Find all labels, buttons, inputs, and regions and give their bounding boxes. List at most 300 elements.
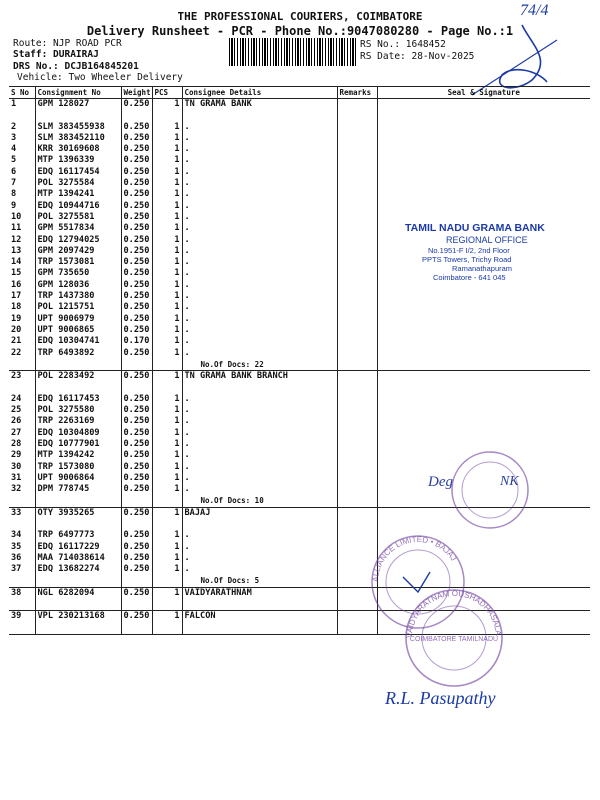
cell-empty <box>35 623 121 635</box>
col-consignment: Consignment No <box>35 87 121 99</box>
cell-pcs: 1 <box>152 212 182 223</box>
cell-pcs: 1 <box>152 178 182 189</box>
cell-sno: 2 <box>11 121 17 132</box>
cell-consignee: . <box>182 428 337 439</box>
cell-remarks <box>337 189 377 200</box>
cell-sno: 22 <box>11 347 22 358</box>
group-lead-row <box>9 99 590 111</box>
cell-empty <box>337 359 377 371</box>
col-sno: S No <box>9 87 35 99</box>
cell-pcs: 1 <box>152 405 182 416</box>
cell-consignee: . <box>182 133 337 144</box>
bajaj-stamp-text: ALLIANCE LIMITED • BAJAJ <box>370 534 459 583</box>
cell-sno: 28 <box>11 438 22 449</box>
cell-remarks <box>337 439 377 450</box>
cell-remarks <box>337 291 377 302</box>
cell-remarks <box>337 348 377 359</box>
cell-remarks <box>337 507 377 519</box>
cell-seal <box>377 144 590 155</box>
cell-empty <box>121 519 152 530</box>
cell-weight: 0.250 <box>121 530 152 541</box>
cell-weight: 0.250 <box>121 178 152 189</box>
cell-consignee: . <box>182 325 337 336</box>
cell-consignee: . <box>182 348 337 359</box>
cell-weight: 0.250 <box>121 280 152 291</box>
cell-consignee: . <box>182 223 337 234</box>
cell-sno: 17 <box>11 291 22 302</box>
cell-consignment-no: GPM 128036 <box>35 280 121 291</box>
cell-weight: 0.250 <box>121 99 152 111</box>
cell-consignment-no: SLM 383452110 <box>35 133 121 144</box>
cell-consignee: . <box>182 416 337 427</box>
cell-weight: 0.250 <box>121 553 152 564</box>
cell-pcs: 1 <box>152 564 182 575</box>
cell-weight: 0.250 <box>121 268 152 279</box>
cell-consignment-no: POL 3275581 <box>35 212 121 223</box>
cell-seal <box>377 99 590 111</box>
cell-seal <box>377 405 590 416</box>
cell-remarks <box>337 484 377 495</box>
cell-empty <box>9 623 35 635</box>
cell-remarks <box>337 473 377 484</box>
cell-weight: 0.250 <box>121 223 152 234</box>
cell-seal <box>377 189 590 200</box>
bank-stamp-addr3: Ramanathapuram <box>452 264 513 273</box>
cell-consignee: . <box>182 268 337 279</box>
cell-weight: 0.250 <box>121 587 152 599</box>
cell-weight: 0.250 <box>121 439 152 450</box>
col-remarks: Remarks <box>337 87 377 99</box>
cell-weight: 0.250 <box>121 484 152 495</box>
table-row <box>9 542 590 553</box>
cell-consignment-no: NGL 6282094 <box>35 587 121 599</box>
cell-sno: 24 <box>11 393 22 404</box>
table-row <box>9 348 590 359</box>
cell-consignment-no: MAA 714038614 <box>35 553 121 564</box>
cell-pcs: 1 <box>152 246 182 257</box>
cell-consignee: TN GRAMA BANK BRANCH <box>182 371 337 383</box>
cell-empty <box>9 575 35 587</box>
cell-remarks <box>337 325 377 336</box>
cell-empty <box>9 519 35 530</box>
cell-weight: 0.250 <box>121 507 152 519</box>
cell-pcs: 1 <box>152 473 182 484</box>
table-row <box>9 122 590 133</box>
barcode <box>229 38 357 66</box>
cell-sno: 32 <box>11 484 22 495</box>
cell-remarks <box>337 268 377 279</box>
cell-seal <box>377 416 590 427</box>
cell-sno: 11 <box>11 223 22 234</box>
cell-remarks <box>337 416 377 427</box>
cell-sno: 3 <box>11 132 17 143</box>
cell-remarks <box>337 428 377 439</box>
cell-empty <box>121 599 152 611</box>
cell-sno: 18 <box>11 302 22 313</box>
cell-empty <box>337 382 377 393</box>
docs-count: No.Of Docs: 22 <box>182 359 337 371</box>
cell-pcs: 1 <box>152 462 182 473</box>
cell-empty <box>152 599 182 611</box>
cell-empty <box>182 519 337 530</box>
cell-weight: 0.250 <box>121 122 152 133</box>
cell-pcs: 1 <box>152 99 182 111</box>
table-row <box>9 416 590 427</box>
docs-count: No.Of Docs: 5 <box>182 575 337 587</box>
cell-pcs: 1 <box>152 144 182 155</box>
docs-count: No.Of Docs: 10 <box>182 495 337 507</box>
cell-empty <box>9 359 35 371</box>
cell-seal <box>377 314 590 325</box>
cell-consignee: . <box>182 439 337 450</box>
cell-pcs: 1 <box>152 416 182 427</box>
cell-weight: 0.250 <box>121 133 152 144</box>
cell-consignee: . <box>182 530 337 541</box>
cell-consignment-no: EDQ 10304741 <box>35 336 121 347</box>
cell-remarks <box>337 302 377 313</box>
table-header-row <box>9 87 590 99</box>
cell-weight: 0.250 <box>121 155 152 166</box>
cell-empty <box>121 382 152 393</box>
cell-remarks <box>337 405 377 416</box>
cell-pcs: 1 <box>152 394 182 405</box>
cell-weight: 0.250 <box>121 394 152 405</box>
cell-sno: 35 <box>11 541 22 552</box>
cell-consignment-no: EDQ 10304809 <box>35 428 121 439</box>
bank-stamp-addr4: Coimbatore - 641 045 <box>433 273 506 282</box>
cell-remarks <box>337 371 377 383</box>
cell-sno: 36 <box>11 552 22 563</box>
cell-consignee: . <box>182 484 337 495</box>
table-row <box>9 201 590 212</box>
cell-empty <box>377 110 590 121</box>
cell-sno: 33 <box>9 507 35 519</box>
cell-pcs: 1 <box>152 542 182 553</box>
cell-remarks <box>337 155 377 166</box>
cell-sno: 15 <box>11 268 22 279</box>
cell-consignee: . <box>182 553 337 564</box>
cell-seal <box>377 348 590 359</box>
cell-empty <box>35 575 121 587</box>
cell-remarks <box>337 178 377 189</box>
cell-consignment-no: SLM 383455938 <box>35 122 121 133</box>
cell-consignee: . <box>182 201 337 212</box>
cell-weight: 0.250 <box>121 348 152 359</box>
cell-consignment-no: TRP 6497773 <box>35 530 121 541</box>
cell-seal <box>377 133 590 144</box>
cell-pcs: 1 <box>152 268 182 279</box>
cell-consignment-no: EDQ 13682274 <box>35 564 121 575</box>
cell-empty <box>9 599 35 611</box>
cell-empty <box>182 623 337 635</box>
cell-consignee: TN GRAMA BANK <box>182 99 337 111</box>
cell-pcs: 1 <box>152 314 182 325</box>
cell-weight: 0.170 <box>121 336 152 347</box>
cell-empty <box>182 110 337 121</box>
docs-count-row <box>9 359 590 371</box>
route-label: Route: NJP ROAD PCR <box>13 38 122 49</box>
cell-remarks <box>337 336 377 347</box>
cell-empty <box>152 623 182 635</box>
drs-number: DRS No.: DCJB164845201 <box>13 61 139 72</box>
cell-consignee: . <box>182 336 337 347</box>
cell-empty <box>377 382 590 393</box>
cell-pcs: 1 <box>152 439 182 450</box>
cell-remarks <box>337 133 377 144</box>
cell-empty <box>337 495 377 507</box>
cell-consignee: . <box>182 405 337 416</box>
cell-empty <box>152 359 182 371</box>
col-weight: Weight <box>121 87 152 99</box>
cell-sno: 12 <box>11 234 22 245</box>
bank-stamp-addr1: No.1951-F I/2, 2nd Floor <box>428 246 510 255</box>
cell-pcs: 1 <box>152 133 182 144</box>
group-gap-row <box>9 110 590 121</box>
cell-weight: 0.250 <box>121 167 152 178</box>
cell-consignee: . <box>182 246 337 257</box>
cell-pcs: 1 <box>152 302 182 313</box>
vaidya-stamp-text: VAIDYARATNAM OUSHADHASALA <box>404 588 503 639</box>
cell-consignment-no: GPM 2097429 <box>35 246 121 257</box>
cell-pcs: 1 <box>152 223 182 234</box>
cell-sno: 19 <box>11 313 22 324</box>
cell-seal <box>377 394 590 405</box>
cell-consignee: . <box>182 564 337 575</box>
cell-consignee: . <box>182 189 337 200</box>
cell-weight: 0.250 <box>121 212 152 223</box>
table-row <box>9 564 590 575</box>
bank-stamp-name: TAMIL NADU GRAMA BANK <box>405 222 545 234</box>
cell-consignment-no: VPL 230213168 <box>35 611 121 623</box>
cell-sno: 7 <box>11 178 17 189</box>
company-name: THE PROFESSIONAL COURIERS, COIMBATORE <box>177 10 423 23</box>
cell-consignee: . <box>182 314 337 325</box>
cell-consignment-no: OTY 3935265 <box>35 507 121 519</box>
cell-consignee: VAIDYARATHNAM <box>182 587 337 599</box>
cell-weight: 0.250 <box>121 325 152 336</box>
cell-weight: 0.250 <box>121 564 152 575</box>
cell-empty <box>35 599 121 611</box>
cell-consignment-no: MTP 1394242 <box>35 450 121 461</box>
cell-sno: 23 <box>9 371 35 383</box>
cell-consignee: . <box>182 542 337 553</box>
cell-weight: 0.250 <box>121 462 152 473</box>
table-row <box>9 394 590 405</box>
runsheet-table <box>9 86 590 635</box>
cell-sno: 9 <box>11 200 17 211</box>
cell-empty <box>182 599 337 611</box>
cell-empty <box>35 519 121 530</box>
cell-sno: 1 <box>9 99 35 111</box>
staff-label: Staff: DURAIRAJ <box>13 49 99 60</box>
cell-consignment-no: UPT 9006979 <box>35 314 121 325</box>
cell-empty <box>121 575 152 587</box>
cell-empty <box>152 382 182 393</box>
cell-pcs: 1 <box>152 484 182 495</box>
cell-consignment-no: UPT 9006864 <box>35 473 121 484</box>
cell-sno: 31 <box>11 472 22 483</box>
cell-pcs: 1 <box>152 189 182 200</box>
cell-sno: 13 <box>11 245 22 256</box>
cell-pcs: 1 <box>152 122 182 133</box>
cell-pcs: 1 <box>152 507 182 519</box>
group-gap-row <box>9 382 590 393</box>
vaidyaratnam-stamp <box>402 586 506 690</box>
cell-weight: 0.250 <box>121 246 152 257</box>
cell-consignment-no: POL 1215751 <box>35 302 121 313</box>
cell-sno: 5 <box>11 155 17 166</box>
cell-sno: 29 <box>11 450 22 461</box>
cell-consignment-no: TRP 1573081 <box>35 257 121 268</box>
cell-weight: 0.250 <box>121 314 152 325</box>
cell-remarks <box>337 144 377 155</box>
table-row <box>9 405 590 416</box>
cell-remarks <box>337 99 377 111</box>
round-stamp-purple <box>448 448 532 532</box>
cell-pcs: 1 <box>152 371 182 383</box>
cell-consignment-no: UPT 9006865 <box>35 325 121 336</box>
cell-sno: 27 <box>11 427 22 438</box>
cell-consignment-no: EDQ 12794025 <box>35 235 121 246</box>
cell-weight: 0.250 <box>121 542 152 553</box>
table-row <box>9 325 590 336</box>
cell-consignment-no: GPM 735650 <box>35 268 121 279</box>
cell-consignment-no: TRP 6493892 <box>35 348 121 359</box>
cell-weight: 0.250 <box>121 611 152 623</box>
vehicle-label: Vehicle: Two Wheeler Delivery <box>17 72 183 83</box>
cell-consignment-no: POL 3275584 <box>35 178 121 189</box>
table-row <box>9 291 590 302</box>
cell-consignee: . <box>182 394 337 405</box>
cell-seal <box>377 336 590 347</box>
cell-consignment-no: EDQ 10944716 <box>35 201 121 212</box>
cell-sno: 37 <box>11 564 22 575</box>
cell-consignment-no: EDQ 16117453 <box>35 394 121 405</box>
cell-remarks <box>337 314 377 325</box>
table-row <box>9 189 590 200</box>
cell-remarks <box>337 235 377 246</box>
cell-consignment-no: TRP 1573080 <box>35 462 121 473</box>
cell-empty <box>9 382 35 393</box>
cell-pcs: 1 <box>152 235 182 246</box>
vaidya-stamp-center: COIMBATORE TAMILNADU <box>409 636 499 643</box>
cell-empty <box>9 110 35 121</box>
table-row <box>9 133 590 144</box>
cell-seal <box>377 178 590 189</box>
cell-consignee: . <box>182 167 337 178</box>
cell-remarks <box>337 462 377 473</box>
cell-empty <box>377 359 590 371</box>
runsheet-title: Delivery Runsheet - PCR - Phone No.:9047080280 - Page No.:1 <box>86 24 514 38</box>
cell-sno: 26 <box>11 416 22 427</box>
cell-seal <box>377 371 590 383</box>
cell-remarks <box>337 223 377 234</box>
cell-pcs: 1 <box>152 428 182 439</box>
group-lead-row <box>9 371 590 383</box>
svg-text:VAIDYARATNAM OUSHADHASALA <box>405 589 503 638</box>
cell-pcs: 1 <box>152 348 182 359</box>
cell-remarks <box>337 450 377 461</box>
cell-consignee: . <box>182 144 337 155</box>
cell-consignment-no: POL 2283492 <box>35 371 121 383</box>
cell-sno: 25 <box>11 405 22 416</box>
cell-pcs: 1 <box>152 587 182 599</box>
cell-pcs: 1 <box>152 336 182 347</box>
cell-consignee: . <box>182 473 337 484</box>
cell-seal <box>377 155 590 166</box>
cell-seal <box>377 302 590 313</box>
cell-pcs: 1 <box>152 553 182 564</box>
cell-sno: 20 <box>11 324 22 335</box>
cell-consignment-no: GPM 128027 <box>35 99 121 111</box>
cell-seal <box>377 167 590 178</box>
cell-weight: 0.250 <box>121 235 152 246</box>
cell-consignment-no: TRP 1437380 <box>35 291 121 302</box>
cell-pcs: 1 <box>152 530 182 541</box>
cell-empty <box>35 382 121 393</box>
cell-consignee: . <box>182 178 337 189</box>
cell-pcs: 1 <box>152 257 182 268</box>
cell-empty <box>337 110 377 121</box>
cell-consignment-no: TRP 2263169 <box>35 416 121 427</box>
cell-consignment-no: KRR 30169608 <box>35 144 121 155</box>
signature-initials-2b: NK <box>500 474 519 489</box>
cell-weight: 0.250 <box>121 302 152 313</box>
cell-weight: 0.250 <box>121 144 152 155</box>
cell-seal <box>377 428 590 439</box>
cell-empty <box>121 359 152 371</box>
cell-weight: 0.250 <box>121 473 152 484</box>
table-row <box>9 314 590 325</box>
cell-pcs: 1 <box>152 167 182 178</box>
cell-remarks <box>337 246 377 257</box>
cell-consignment-no: GPM 5517834 <box>35 223 121 234</box>
bank-stamp-addr2: PPTS Towers, Trichy Road <box>422 255 512 264</box>
cell-remarks <box>337 122 377 133</box>
cell-consignment-no: MTP 1394241 <box>35 189 121 200</box>
cell-empty <box>152 575 182 587</box>
cell-remarks <box>337 280 377 291</box>
cell-seal <box>377 201 590 212</box>
cell-consignment-no: MTP 1396339 <box>35 155 121 166</box>
cell-sno: 34 <box>11 530 22 541</box>
cell-weight: 0.250 <box>121 450 152 461</box>
cell-weight: 0.250 <box>121 371 152 383</box>
cell-sno: 39 <box>9 611 35 623</box>
cell-weight: 0.250 <box>121 257 152 268</box>
cell-empty <box>121 623 152 635</box>
cell-weight: 0.250 <box>121 189 152 200</box>
cell-empty <box>152 519 182 530</box>
col-seal-signature: Seal & Signature <box>377 87 590 99</box>
page-mark-handwritten: 74/4 <box>520 2 549 19</box>
table-row <box>9 155 590 166</box>
cell-sno: 21 <box>11 336 22 347</box>
cell-consignee: . <box>182 235 337 246</box>
cell-pcs: 1 <box>152 291 182 302</box>
cell-sno: 38 <box>9 587 35 599</box>
cell-empty <box>35 495 121 507</box>
table-row <box>9 167 590 178</box>
cell-weight: 0.250 <box>121 416 152 427</box>
cell-consignee: . <box>182 257 337 268</box>
svg-text:ALLIANCE LIMITED • BAJAJ <box>371 535 458 582</box>
cell-empty <box>121 495 152 507</box>
cell-remarks <box>337 212 377 223</box>
cell-weight: 0.250 <box>121 291 152 302</box>
cell-consignee: . <box>182 302 337 313</box>
cell-weight: 0.250 <box>121 428 152 439</box>
